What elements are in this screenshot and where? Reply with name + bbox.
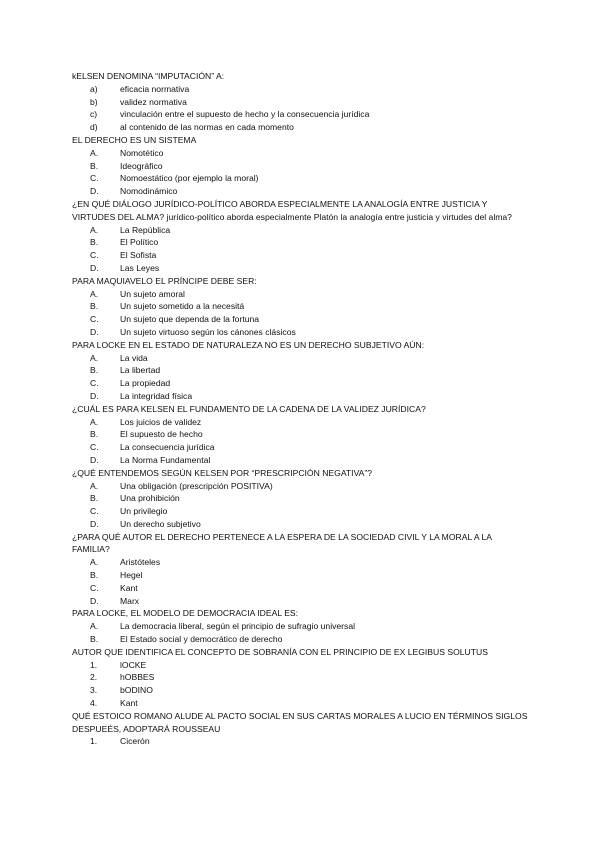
option-text: al contenido de las normas en cada momento: [120, 122, 294, 133]
option-marker: 1.: [90, 736, 98, 747]
question-text: ¿PARA QUÉ AUTOR EL DERECHO PERTENECE A LA ESPERA DE LA SOCIEDAD CIVIL Y LA MORAL A LA FAMILIA?: [72, 531, 492, 555]
question-block: [72, 403, 528, 467]
option-text: validez normativa: [120, 96, 187, 107]
option-text: La propiedad: [120, 378, 171, 389]
option-marker: A.: [90, 621, 99, 632]
option-text: La Norma Fundamental: [120, 454, 211, 465]
option-marker: a): [90, 83, 98, 94]
answer-list: [72, 352, 528, 403]
question-block: [72, 646, 528, 710]
question-text: EL DERECHO ES UN SISTEMA: [72, 134, 197, 145]
question-block: [72, 198, 528, 275]
answer-option: [72, 454, 528, 467]
option-marker: B.: [90, 570, 99, 581]
option-text: Hegel: [120, 570, 143, 581]
answer-option: [72, 697, 528, 710]
answer-option: [72, 377, 528, 390]
answer-option: [72, 684, 528, 697]
answer-option: [72, 390, 528, 403]
option-text: El Estado social y democrático de derecho: [120, 634, 283, 645]
answer-option: [72, 160, 528, 173]
question-block: [72, 607, 528, 645]
option-text: bODINO: [120, 685, 153, 696]
option-text: El Político: [120, 237, 159, 248]
question-block: [72, 134, 528, 198]
option-text: La integridad física: [120, 390, 193, 401]
question-block: [72, 710, 528, 748]
answer-option: [72, 518, 528, 531]
answer-list: [72, 288, 528, 339]
option-marker: C.: [90, 442, 99, 453]
option-text: Un privilegio: [120, 506, 168, 517]
answer-list: [72, 659, 528, 710]
answer-option: [72, 735, 528, 748]
question-block: [72, 531, 528, 608]
answer-option: [72, 428, 528, 441]
option-marker: 2.: [90, 672, 98, 683]
answer-option: [72, 224, 528, 237]
answer-option: [72, 236, 528, 249]
option-marker: b): [90, 96, 98, 107]
answer-option: [72, 416, 528, 429]
answer-option: [72, 556, 528, 569]
answer-option: [72, 300, 528, 313]
option-marker: 4.: [90, 698, 98, 709]
answer-option: [72, 352, 528, 365]
answer-list: [72, 620, 528, 646]
answer-option: [72, 582, 528, 595]
option-marker: C.: [90, 250, 99, 261]
question-block: [72, 467, 528, 531]
answer-option: [72, 313, 528, 326]
option-marker: B.: [90, 237, 99, 248]
option-text: Una obligación (prescripción POSITIVA): [120, 480, 273, 491]
option-text: Los juicios de validez: [120, 416, 202, 427]
option-marker: 1.: [90, 659, 98, 670]
answer-option: [72, 288, 528, 301]
option-marker: C.: [90, 582, 99, 593]
option-marker: D.: [90, 326, 99, 337]
answer-option: [72, 505, 528, 518]
question-text: PARA LOCKE, EL MODELO DE DEMOCRACIA IDEAL ES:: [72, 608, 299, 619]
option-marker: B.: [90, 493, 99, 504]
option-marker: A.: [90, 147, 99, 158]
option-text: La consecuencia jurídica: [120, 442, 215, 453]
option-marker: B.: [90, 160, 99, 171]
option-text: Nomoestático (por ejemplo la moral): [120, 173, 259, 184]
option-marker: 3.: [90, 685, 98, 696]
option-text: El supuesto de hecho: [120, 429, 203, 440]
answer-option: [72, 147, 528, 160]
option-text: Aristóteles: [120, 557, 161, 568]
answer-option: [72, 441, 528, 454]
answer-list: [72, 224, 528, 275]
answer-list: [72, 416, 528, 467]
option-text: hOBBES: [120, 672, 155, 683]
option-marker: C.: [90, 173, 99, 184]
option-marker: D.: [90, 262, 99, 273]
option-marker: d): [90, 122, 98, 133]
question-text: ¿CUÁL ES PARA KELSEN EL FUNDAMENTO DE LA CADENA DE LA VALIDEZ JURÍDICA?: [72, 403, 426, 414]
question-text: PARA LOCKE EN EL ESTADO DE NATURALEZA NO ES UN DERECHO SUBJETIVO AÚN:: [72, 339, 425, 350]
option-marker: B.: [90, 634, 99, 645]
answer-list: [72, 480, 528, 531]
answer-option: [72, 326, 528, 339]
answer-list: [72, 83, 528, 134]
answer-option: [72, 480, 528, 493]
option-text: lOCKE: [120, 659, 147, 670]
answer-option: [72, 595, 528, 608]
answer-option: [72, 249, 528, 262]
answer-option: [72, 108, 528, 121]
answer-option: [72, 96, 528, 109]
answer-option: [72, 569, 528, 582]
answer-option: [72, 671, 528, 684]
question-text: ¿QUÉ ENTENDEMOS SEGÚN KELSEN POR “PRESCRIPCIÓN NEGATIVA”?: [72, 467, 373, 478]
option-text: Un derecho subjetivo: [120, 518, 201, 529]
option-marker: A.: [90, 416, 99, 427]
option-text: Kant: [120, 698, 138, 709]
option-text: Un sujeto sometido a la necesitá: [120, 301, 245, 312]
option-marker: C.: [90, 314, 99, 325]
option-marker: D.: [90, 454, 99, 465]
option-text: Ideográfico: [120, 160, 163, 171]
option-text: La vida: [120, 352, 148, 363]
option-marker: D.: [90, 186, 99, 197]
answer-option: [72, 659, 528, 672]
option-marker: A.: [90, 480, 99, 491]
option-marker: A.: [90, 288, 99, 299]
option-marker: B.: [90, 429, 99, 440]
answer-list: [72, 147, 528, 198]
answer-list: [72, 735, 528, 748]
option-marker: B.: [90, 365, 99, 376]
question-block: [72, 339, 528, 403]
option-text: Las Leyes: [120, 262, 160, 273]
option-marker: D.: [90, 595, 99, 606]
option-marker: c): [90, 109, 98, 120]
question-text: PARA MAQUIAVELO EL PRÍNCIPE DEBE SER:: [72, 275, 257, 286]
question-text: AUTOR QUE IDENTIFICA EL CONCEPTO DE SOBRANÍA CON EL PRINCIPIO DE EX LEGIBUS SOLUTUS: [72, 646, 488, 657]
option-text: Un sujeto amoral: [120, 288, 185, 299]
option-text: La República: [120, 224, 171, 235]
option-text: Nomotético: [120, 147, 164, 158]
answer-option: [72, 633, 528, 646]
answer-option: [72, 492, 528, 505]
question-text: QUÉ ESTOICO ROMANO ALUDE AL PACTO SOCIAL EN SUS CARTAS MORALES A LUCIO EN TÉRMINOS SIGLOS DESPUEÉS, ADOPTARÁ ROUSSEAU: [72, 710, 528, 734]
answer-option: [72, 121, 528, 134]
option-text: eficacia normativa: [120, 83, 190, 94]
option-text: vinculación entre el supuesto de hecho y la consecuencia jurídica: [120, 109, 370, 120]
option-marker: D.: [90, 390, 99, 401]
option-marker: B.: [90, 301, 99, 312]
option-text: Cicerón: [120, 736, 150, 747]
option-text: Kant: [120, 582, 138, 593]
option-marker: C.: [90, 378, 99, 389]
option-marker: D.: [90, 518, 99, 529]
question-block: [72, 275, 528, 339]
option-text: La libertad: [120, 365, 161, 376]
answer-option: [72, 185, 528, 198]
option-text: Un sujeto virtuoso según los cánones clásicos: [120, 326, 296, 337]
answer-list: [72, 556, 528, 607]
answer-option: [72, 364, 528, 377]
option-text: La democracia liberal, según el principio de sufragio universal: [120, 621, 356, 632]
option-text: Una prohibición: [120, 493, 180, 504]
option-text: Un sujeto que dependa de la fortuna: [120, 314, 260, 325]
option-text: El Sofista: [120, 250, 157, 261]
option-marker: A.: [90, 557, 99, 568]
answer-option: [72, 172, 528, 185]
option-text: Nomodinámico: [120, 186, 178, 197]
question-block: [72, 70, 528, 134]
option-marker: C.: [90, 506, 99, 517]
option-text: Marx: [120, 595, 140, 606]
answer-option: [72, 620, 528, 633]
option-marker: A.: [90, 224, 99, 235]
option-marker: A.: [90, 352, 99, 363]
answer-option: [72, 83, 528, 96]
answer-option: [72, 262, 528, 275]
question-text: ¿EN QUÉ DIÁLOGO JURÍDICO-POLÍTICO ABORDA ESPECIALMENTE LA ANALOGÍA ENTRE JUSTICIA Y VIRTUDES DEL ALMA? jurídico-político aborda especialmente Platón la analogía entre justicia y virtudes del alma?: [72, 198, 512, 222]
question-text: kELSEN DENOMINA “IMPUTACIÓN” A:: [72, 71, 225, 81]
